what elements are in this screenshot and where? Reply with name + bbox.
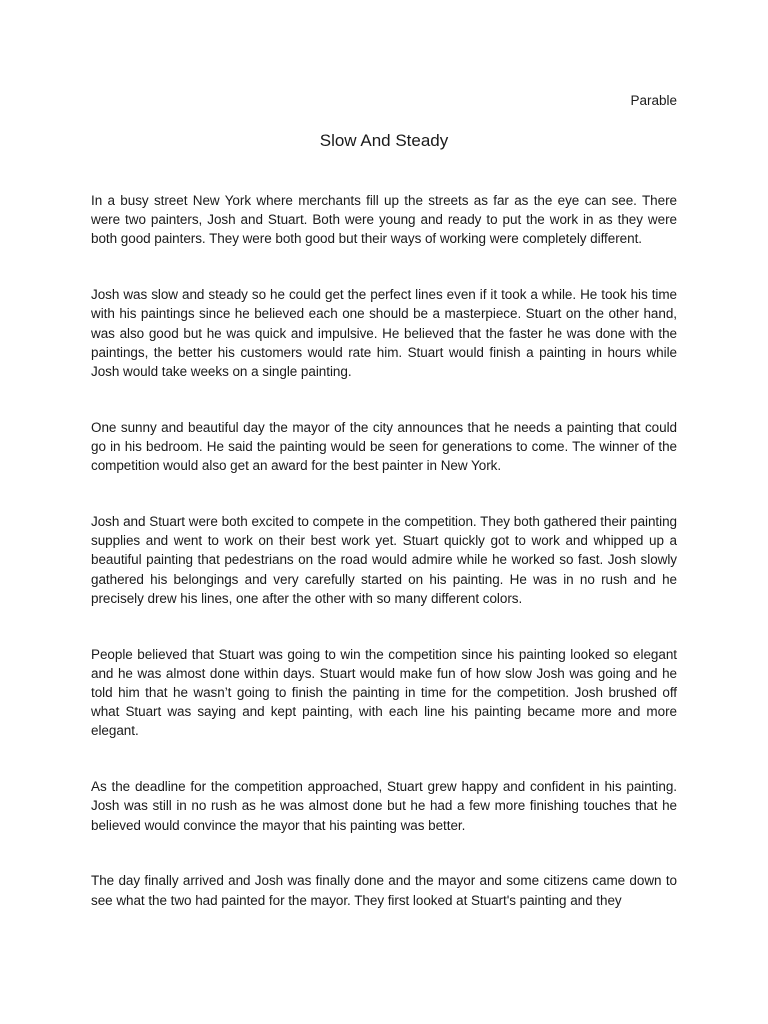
paragraph: One sunny and beautiful day the mayor of the city announces that he needs a painting that could go in his bedroom. He said the painting would be seen for generations to come. The winner of the competition would also get an award for the best painter in New York. xyxy=(91,419,677,474)
paragraph: The day finally arrived and Josh was finally done and the mayor and some citizens came down to see what the two had painted for the mayor. They first looked at Stuart's painting and they xyxy=(91,873,677,908)
paragraph: As the deadline for the competition approached, Stuart grew happy and confident in his painting. Josh was still in no rush as he was almost done but he had a few more finishing touches that he believed would convince the mayor that his painting was better. xyxy=(91,779,677,833)
paragraph: Josh was slow and steady so he could get the perfect lines even if it took a while. He took his time with his paintings since he believed each one should be a masterpiece. Stuart on the other hand, was also good but he was quick and impulsive. He believed that the faster he was done with the paintings, the better his customers would rate him. Stuart would finish a painting in hours while Josh would take weeks on a single painting. xyxy=(91,287,677,380)
paragraph: People believed that Stuart was going to win the competition since his painting looked so elegant and he was almost done within days. Stuart would make fun of how slow Josh was going and he told him that he wasn’t going to finish the painting in time for the competition. Josh brushed off what Stuart was saying and kept painting, with each line his painting became more and more elegant. xyxy=(91,646,677,739)
page-title: Slow And Steady xyxy=(319,131,449,150)
paragraph: In a busy street New York where merchants fill up the streets as far as the eye can see. There were two painters, Josh and Stuart. Both were young and ready to put the work in as they were both good painters. They were both good but their ways of working were completely different. xyxy=(91,193,677,247)
paragraph: Josh and Stuart were both excited to compete in the competition. They both gathered their painting supplies and went to work on their best work yet. Stuart quickly got to work and whipped up a beautiful painting that pedestrians on the road would admire while he worked so fast. Josh slowly gathered his belongings and very carefully started on his painting. He was in no rush and he precisely drew his lines, one after the other with so many different colors. xyxy=(91,514,677,606)
document-body xyxy=(91,191,677,910)
header-label: Parable xyxy=(630,93,677,108)
